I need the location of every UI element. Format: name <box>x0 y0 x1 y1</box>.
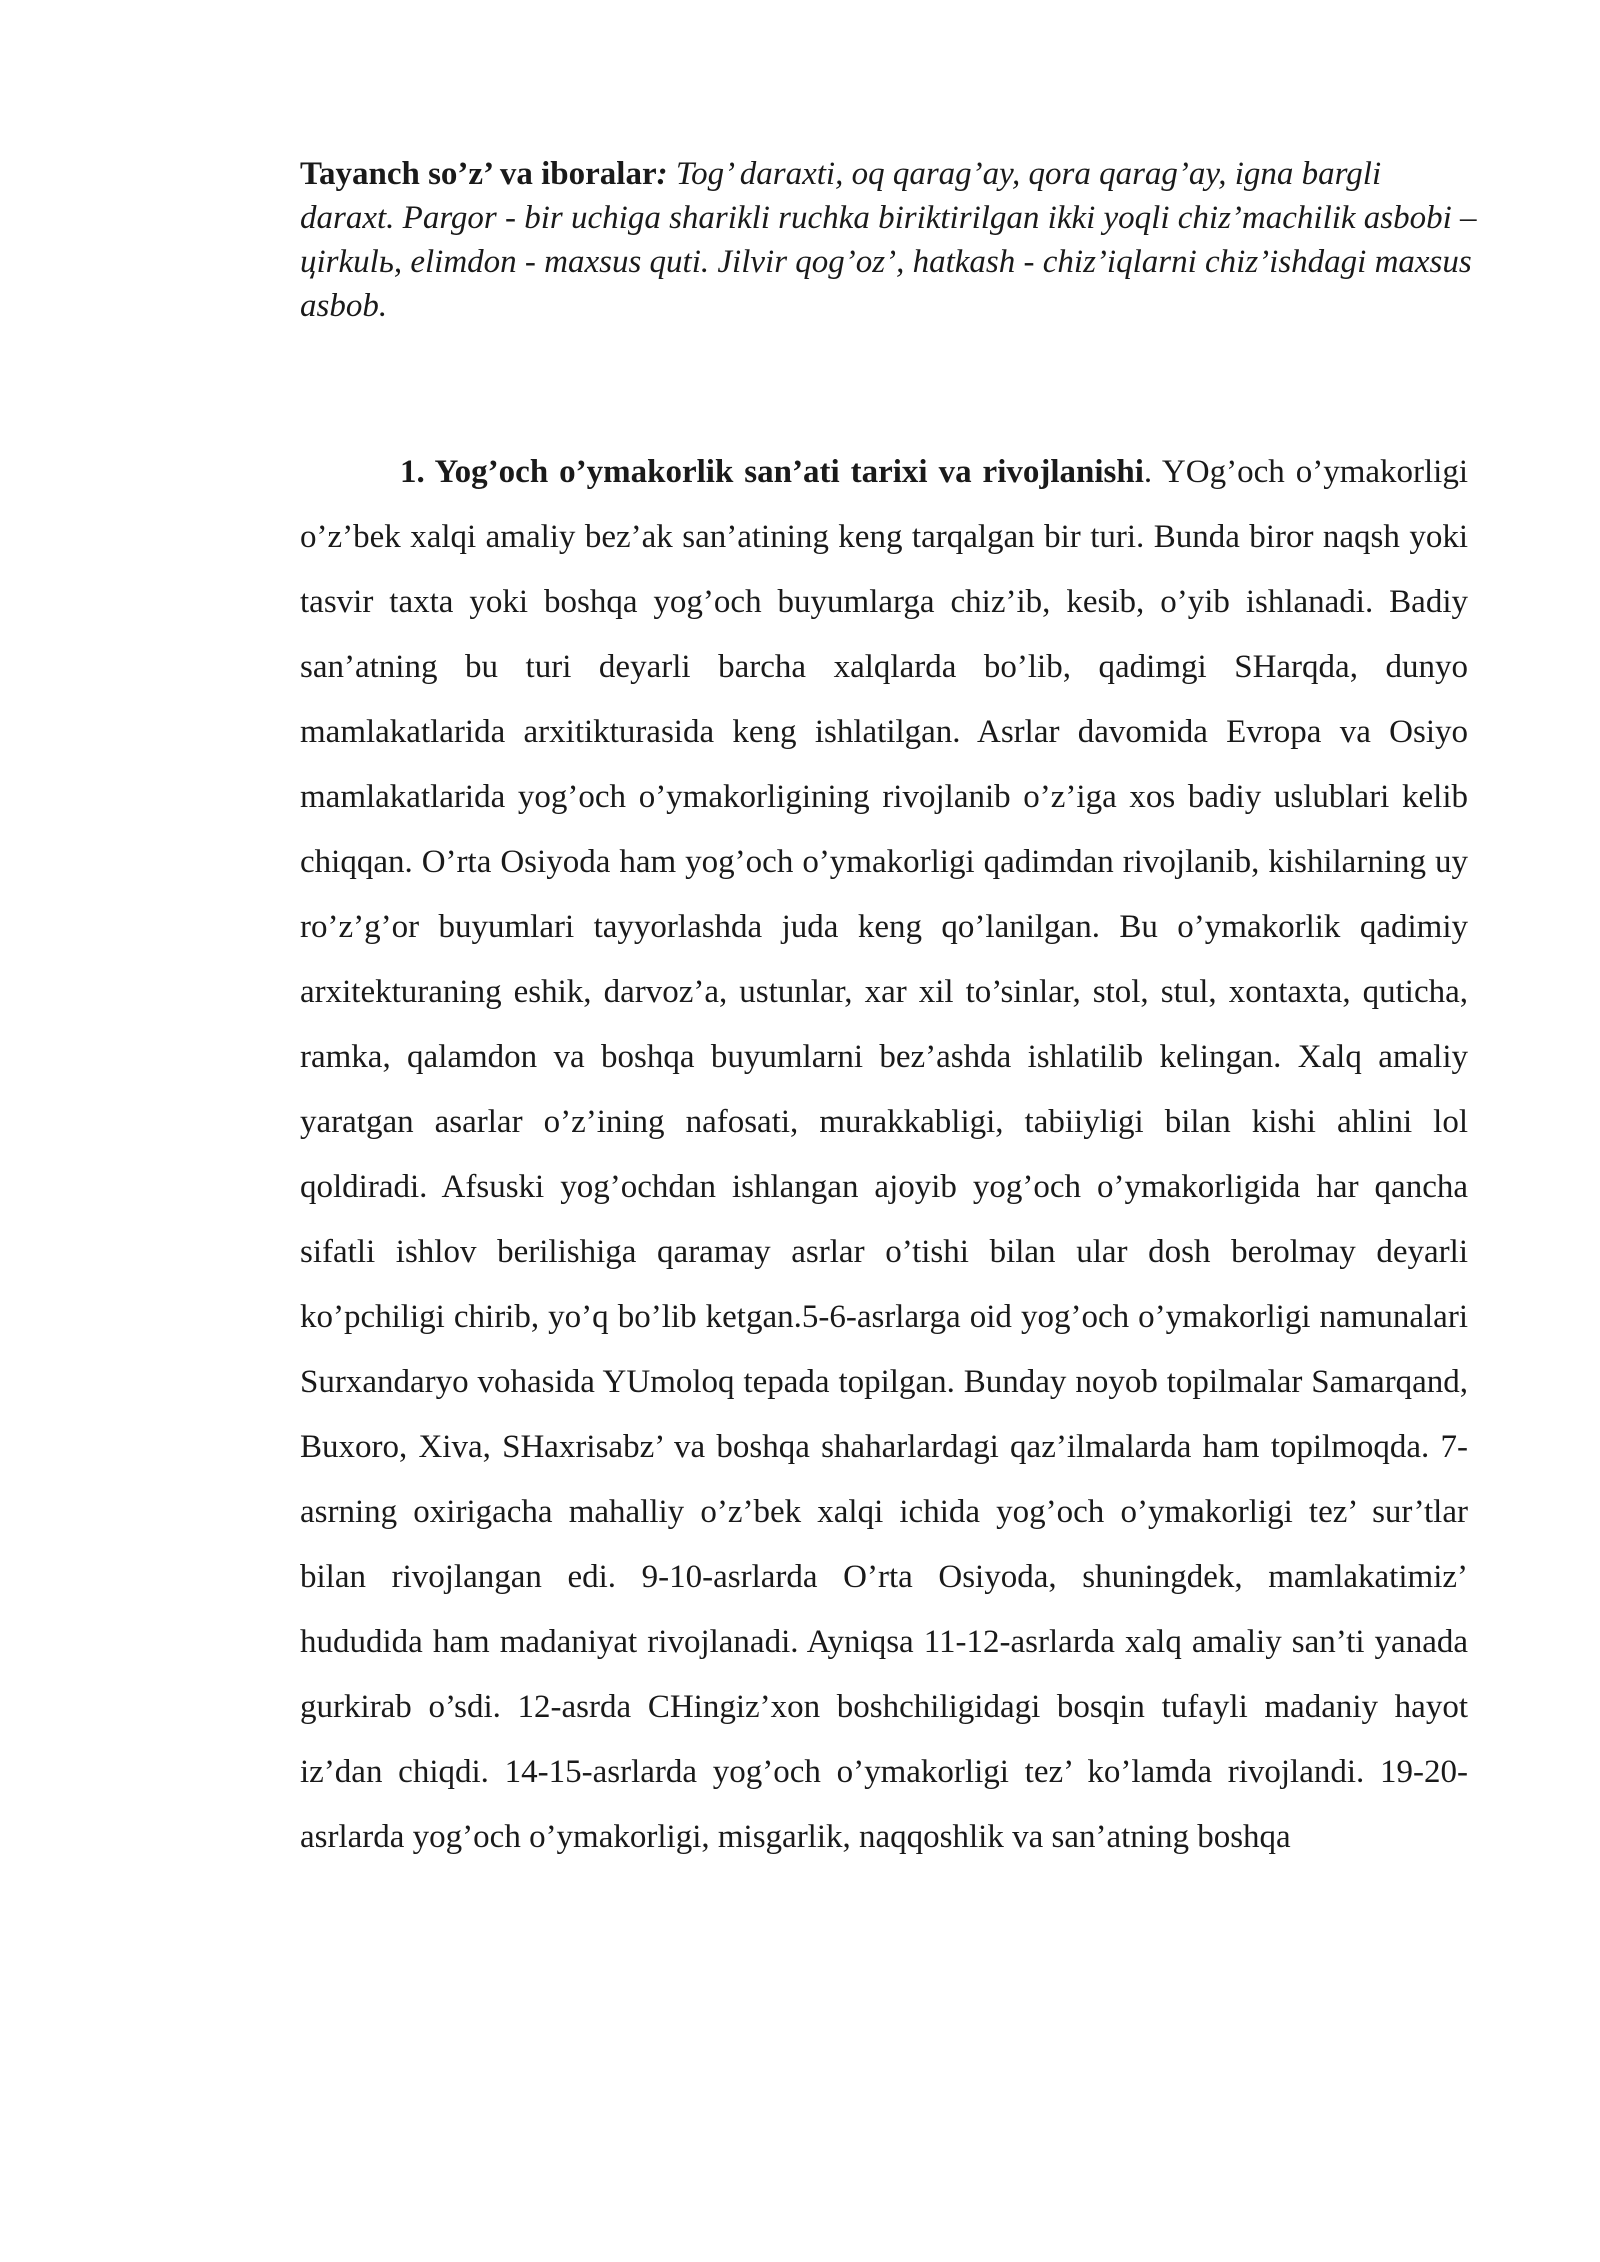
keywords-colon: : <box>656 156 668 192</box>
keywords-paragraph <box>300 152 1478 328</box>
section-heading-end: . <box>1143 454 1153 490</box>
keywords-text: Tog’ daraxti, oq qarag’ay, qora qarag’ay, igna bargli daraxt. Pargor - bir uchiga sharikli ruchka biriktirilgan ikki yoqli chiz’machilik asbobi – цirkulь, elimdon - maxsus quti. Jilvir qog’oz’, hatkash - chiz’iqlarni chiz’ishdagi maxsus asbob. <box>300 156 1477 324</box>
section-heading: 1. Yog’och o’ymakorlik san’ati tarixi va rivojlanishi <box>400 454 1144 490</box>
keywords-label: Tayanch so’z’ va iboralar <box>300 156 657 192</box>
section-body-text: YOg’och o’ymakorligi o’z’bek xalqi amaliy bez’ak san’atining keng tarqalgan bir turi. Bunda biror naqsh yoki tasvir taxta yoki boshqa yog’och buyumlarga chiz’ib, kesib, o’yib ishlanadi. Badiy san’atning bu turi deyarli barcha xalqlarda bo’lib, qadimgi SHarqda, dunyo mamlakatlarida arxitikturasida keng ishlatilgan. Asrlar davomida Evropa va Osiyo mamlakatlarida yog’och o’ymakorligining rivojlanib o’z’iga xos badiy uslublari kelib chiqqan. O’rta Osiyoda ham yog’och o’ymakorligi qadimdan rivojlanib, kishilarning uy ro’z’g’or buyumlari tayyorlashda juda keng qo’lanilgan. Bu o’ymakorlik qadimiy arxitekturaning eshik, darvoz’a, ustunlar, xar xil to’sinlar, stol, stul, xontaxta, quticha, ramka, qalamdon va boshqa buyumlarni bez’ashda ishlatilib kelingan. Xalq amaliy yaratgan asarlar o’z’ining nafosati, murakkabligi, tabiiyligi bilan kishi ahlini lol qoldiradi. Afsuski yog’ochdan ishlangan ajoyib yog’och o’ymakorligida har qancha sifatli ishlov berilishiga qaramay asrlar o’tishi bilan ular dosh berolmay deyarli ko’pchiligi chirib, yo’q bo’lib ketgan.5-6-asrlarga oid yog’och o’ymakorligi namunalari Surxandaryo vohasida YUmoloq tepada topilgan. Bunday noyob topilmalar Samarqand, Buxoro, Xiva, SHaxrisabz’ va boshqa shaharlardagi qaz’ilmalarda ham topilmoqda. 7-asrning oxirigacha mahalliy o’z’bek xalqi ichida yog’och o’ymakorligi tez’ sur’tlar bilan rivojlangan edi. 9-10-asrlarda O’rta Osiyoda, shuningdek, mamlakatimiz’ hududida ham madaniyat rivojlanadi. Ayniqsa 11-12-asrlarda xalq amaliy san’ti yanada gurkirab o’sdi. 12-asrda CHingiz’xon boshchiligidagi bosqin tufayli madaniy hayot iz’dan chiqdi. 14-15-asrlarda yog’och o’ymakorligi tez’ ko’lamda rivojlandi. 19-20-asrlarda yog’och o’ymakorligi, misgarlik, naqqoshlik va san’atning boshqa <box>300 454 1469 1855</box>
section-paragraph <box>300 440 1468 1870</box>
